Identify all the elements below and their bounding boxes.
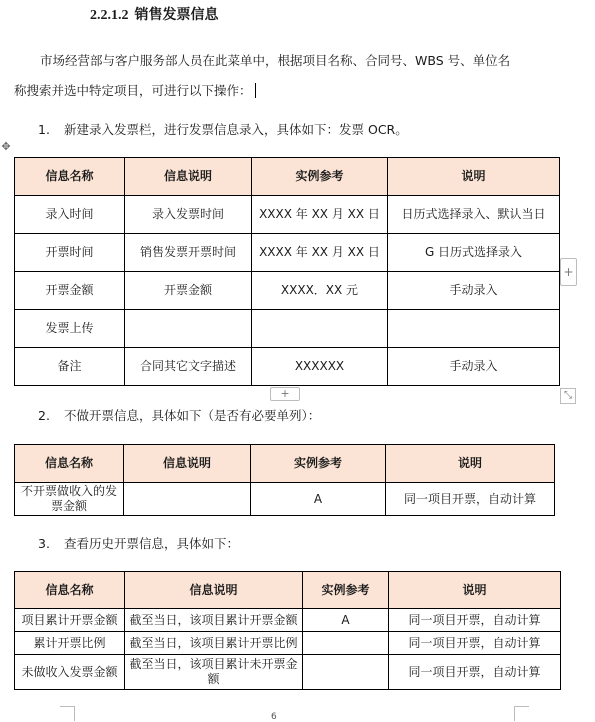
intro-paragraph[interactable]: [14, 46, 574, 106]
table-cell[interactable]: 手动录入: [388, 348, 560, 386]
table-cell[interactable]: 同一项目开票，自动计算: [389, 609, 561, 632]
table-cell[interactable]: 发票上传: [15, 310, 125, 348]
table-row: [15, 272, 560, 310]
list-text: 不做开票信息，具体如下（是否有必要单列）：: [64, 408, 321, 423]
header-cell: 实例参考: [303, 572, 389, 609]
table-cell[interactable]: [125, 310, 252, 348]
table-cell[interactable]: 截至当日，该项目累计开票金额: [125, 609, 303, 632]
header-cell: 说明: [388, 158, 560, 196]
no-invoice-revenue-table: [14, 444, 555, 516]
table-move-icon[interactable]: ✥: [1, 140, 11, 153]
table-row: [15, 196, 560, 234]
table-row: [15, 609, 561, 632]
table-row: [15, 234, 560, 272]
table-cell[interactable]: [124, 483, 251, 516]
list-number: 3.: [38, 536, 50, 551]
table-cell[interactable]: XXXXXX: [252, 348, 388, 386]
text-cursor: [255, 83, 256, 98]
list-number: 2.: [38, 408, 50, 423]
table-row: [15, 632, 561, 655]
table-cell[interactable]: 合同其它文字描述: [125, 348, 252, 386]
table-cell[interactable]: 开票时间: [15, 234, 125, 272]
table-cell[interactable]: [252, 310, 388, 348]
table-cell[interactable]: 累计开票比例: [15, 632, 125, 655]
header-cell: 信息说明: [124, 445, 251, 483]
table-cell[interactable]: 截至当日，该项目累计未开票金额: [125, 655, 303, 690]
table-header-row: [15, 572, 561, 609]
table-header-row: [15, 158, 560, 196]
section-heading: [90, 4, 219, 24]
table-row: [15, 348, 560, 386]
table-cell[interactable]: G 日历式选择录入: [388, 234, 560, 272]
table-row: [15, 483, 555, 516]
invoice-entry-table: [14, 157, 560, 386]
table-cell[interactable]: XXXX 年 XX 月 XX 日: [252, 196, 388, 234]
table-cell[interactable]: 同一项目开票，自动计算: [389, 655, 561, 690]
intro-line-2: 称搜索并选中特定项目，可进行以下操作：: [14, 83, 252, 98]
table-cell[interactable]: 备注: [15, 348, 125, 386]
table-header-row: [15, 445, 555, 483]
invoice-history-table: [14, 571, 561, 690]
page-corner-mark: [60, 706, 75, 721]
add-column-icon[interactable]: +: [560, 258, 577, 286]
table-cell[interactable]: 销售发票开票时间: [125, 234, 252, 272]
table-cell[interactable]: 项目累计开票金额: [15, 609, 125, 632]
header-cell: 说明: [389, 572, 561, 609]
table-cell[interactable]: 截至当日，该项目累计开票比例: [125, 632, 303, 655]
list-item-3: [38, 534, 239, 552]
table-cell[interactable]: 不开票做收入的发票金额: [15, 483, 124, 516]
table-row: [15, 655, 561, 690]
table-cell[interactable]: 录入时间: [15, 196, 125, 234]
table-cell[interactable]: 录入发票时间: [125, 196, 252, 234]
list-text: 新建录入发票栏，进行发票信息录入，具体如下：发票 OCR。: [64, 122, 408, 137]
header-cell: 信息名称: [15, 572, 125, 609]
table-cell[interactable]: 开票金额: [125, 272, 252, 310]
header-cell: 信息说明: [125, 158, 252, 196]
table-cell[interactable]: A: [303, 609, 389, 632]
add-row-icon[interactable]: +: [270, 387, 300, 401]
page-corner-mark: [514, 706, 529, 721]
header-cell: 信息说明: [125, 572, 303, 609]
list-item-2: [38, 406, 320, 424]
page-number: 6: [271, 712, 277, 722]
list-item-1: [38, 120, 408, 138]
table-cell[interactable]: 开票金额: [15, 272, 125, 310]
table-cell[interactable]: 同一项目开票，自动计算: [386, 483, 555, 516]
header-cell: 实例参考: [252, 158, 388, 196]
table-cell[interactable]: A: [251, 483, 386, 516]
intro-line-1: 市场经营部与客户服务部人员在此菜单中，根据项目名称、合同号、WBS 号、单位名: [40, 53, 511, 68]
table-cell[interactable]: [303, 632, 389, 655]
section-number: 2.2.1.2: [90, 8, 129, 23]
table-cell[interactable]: 同一项目开票，自动计算: [389, 632, 561, 655]
header-cell: 信息名称: [15, 158, 125, 196]
table-resize-icon[interactable]: ⤡: [560, 388, 576, 404]
table-cell[interactable]: [303, 655, 389, 690]
header-cell: 说明: [386, 445, 555, 483]
header-cell: 实例参考: [251, 445, 386, 483]
table-cell[interactable]: XXXX 年 XX 月 XX 日: [252, 234, 388, 272]
table-row: [15, 310, 560, 348]
table-cell[interactable]: 未做收入发票金额: [15, 655, 125, 690]
section-title: 销售发票信息: [134, 7, 219, 23]
table-cell[interactable]: 手动录入: [388, 272, 560, 310]
table-cell[interactable]: 日历式选择录入、默认当日: [388, 196, 560, 234]
table-cell[interactable]: XXXX．XX 元: [252, 272, 388, 310]
table-cell[interactable]: [388, 310, 560, 348]
list-text: 查看历史开票信息，具体如下：: [64, 536, 240, 551]
list-number: 1.: [38, 122, 50, 137]
header-cell: 信息名称: [15, 445, 124, 483]
